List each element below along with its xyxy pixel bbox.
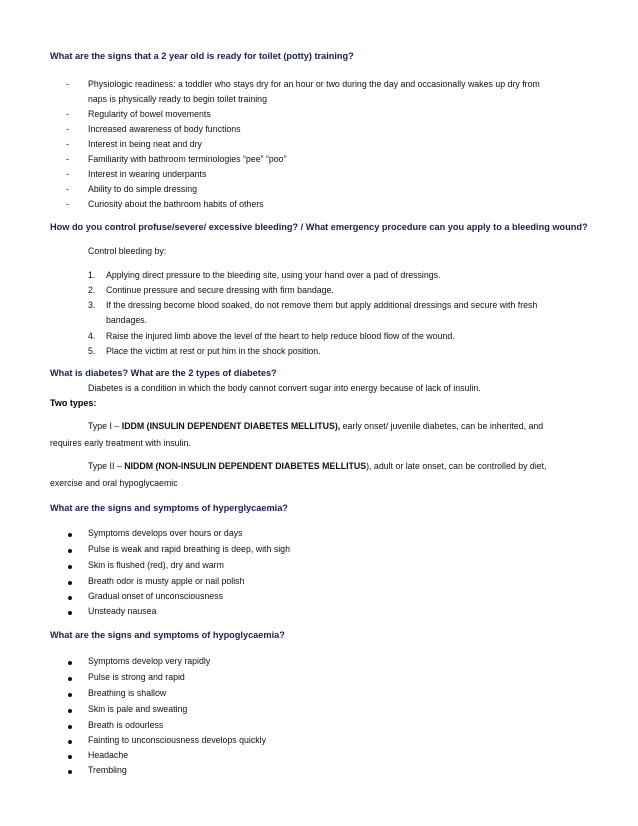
type2-line [88, 461, 547, 471]
list-dash: - [66, 139, 69, 149]
list-item: Regularity of bowel movements [88, 109, 211, 119]
step-text: Place the victim at rest or put him in the shock position. [106, 346, 321, 356]
step-text: bandages. [106, 315, 148, 325]
bullet-icon [68, 755, 72, 759]
list-item: Pulse is weak and rapid breathing is deep, with sigh [88, 544, 290, 554]
type2-continuation: exercise and oral hypoglycaemic [50, 478, 178, 488]
type2-prefix: Type II – [88, 461, 125, 471]
question-bleeding: How do you control profuse/severe/ excessive bleeding? / What emergency procedure can you apply to a bleeding wound? [50, 222, 588, 232]
bullet-icon [68, 740, 72, 744]
question-hypoglycaemia: What are the signs and symptoms of hypoglycaemia? [50, 630, 285, 640]
bullet-icon [68, 693, 72, 697]
type2-name: NIDDM (NON-INSULIN DEPENDENT DIABETES MELLITUS [124, 461, 367, 471]
list-item: Fainting to unconsciousness develops quickly [88, 735, 266, 745]
bleeding-intro: Control bleeding by: [88, 246, 167, 256]
list-item: Skin is flushed (red), dry and warm [88, 560, 224, 570]
type1-continuation: requires early treatment with insulin. [50, 438, 191, 448]
list-item: Breath is odourless [88, 720, 164, 730]
type1-prefix: Type I – [88, 421, 122, 431]
diabetes-definition: Diabetes is a condition in which the body cannot convert sugar into energy because of lack of insulin. [88, 383, 481, 393]
question-potty-training: What are the signs that a 2 year old is ready for toilet (potty) training? [50, 51, 354, 61]
list-item: Unsteady nausea [88, 606, 157, 616]
list-item: Trembling [88, 765, 127, 775]
list-item: Breath odor is musty apple or nail polish [88, 576, 245, 586]
bullet-icon [68, 549, 72, 553]
bullet-icon [68, 677, 72, 681]
list-item: Gradual onset of unconsciousness [88, 591, 223, 601]
step-number: 3. [88, 300, 96, 310]
type1-description: early onset/ juvenile diabetes, can be inherited, and [340, 421, 544, 431]
list-item: Curiosity about the bathroom habits of others [88, 199, 264, 209]
list-item: Breathing is shallow [88, 688, 167, 698]
bullet-icon [68, 565, 72, 569]
list-dash: - [66, 154, 69, 164]
list-item: Pulse is strong and rapid [88, 672, 185, 682]
list-dash: - [66, 109, 69, 119]
list-item: Headache [88, 750, 129, 760]
bullet-icon [68, 611, 72, 615]
step-text: If the dressing become blood soaked, do not remove them but apply additional dressings and secure with fresh [106, 300, 538, 310]
list-item: Physiologic readiness: a toddler who stays dry for an hour or two during the day and occasionally wakes up dry from [88, 79, 540, 89]
list-item: Interest in being neat and dry [88, 139, 202, 149]
list-item: Increased awareness of body functions [88, 124, 241, 134]
list-item: Ability to do simple dressing [88, 184, 198, 194]
list-item: Familiarity with bathroom terminologies “pee” “poo” [88, 154, 287, 164]
bullet-icon [68, 709, 72, 713]
step-number: 5. [88, 346, 96, 356]
list-dash: - [66, 184, 69, 194]
list-item: Interest in wearing underpants [88, 169, 207, 179]
step-text: Raise the injured limb above the level of the heart to help reduce blood flow of the wound. [106, 331, 455, 341]
question-diabetes: What is diabetes? What are the 2 types of diabetes? [50, 368, 277, 378]
list-dash: - [66, 124, 69, 134]
list-item: Symptoms develop very rapidly [88, 656, 211, 666]
bullet-icon [68, 725, 72, 729]
step-number: 4. [88, 331, 96, 341]
type2-description: ), adult or late onset, can be controlled by diet, [366, 461, 547, 471]
step-number: 1. [88, 270, 96, 280]
bullet-icon [68, 581, 72, 585]
bullet-icon [68, 596, 72, 600]
list-dash: - [66, 199, 69, 209]
two-types-heading: Two types: [50, 398, 97, 408]
list-dash: - [66, 79, 69, 89]
question-hyperglycaemia: What are the signs and symptoms of hyperglycaemia? [50, 503, 288, 513]
list-dash: - [66, 169, 69, 179]
type1-line [88, 421, 543, 431]
bullet-icon [68, 770, 72, 774]
list-item: Symptoms develops over hours or days [88, 528, 243, 538]
list-item: Skin is pale and sweating [88, 704, 188, 714]
bullet-icon [68, 661, 72, 665]
bullet-icon [68, 533, 72, 537]
type1-name: IDDM (INSULIN DEPENDENT DIABETES MELLITUS), [121, 421, 341, 431]
step-number: 2. [88, 285, 96, 295]
list-item: naps is physically ready to begin toilet training [88, 94, 267, 104]
step-text: Applying direct pressure to the bleeding site, using your hand over a pad of dressings. [106, 270, 441, 280]
step-text: Continue pressure and secure dressing with firm bandage. [106, 285, 334, 295]
